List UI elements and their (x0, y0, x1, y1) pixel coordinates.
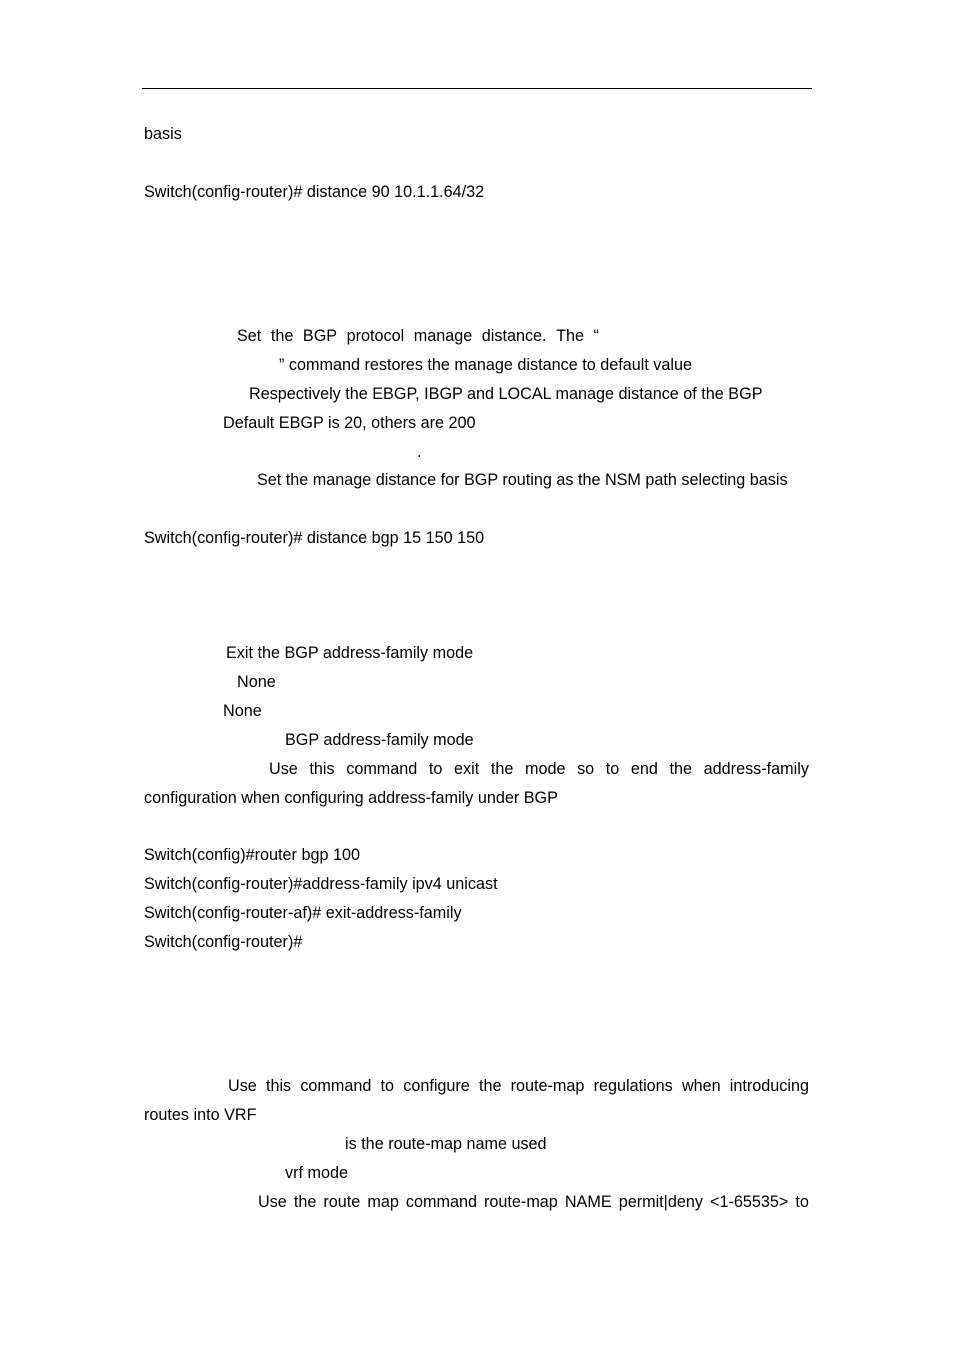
word: BGP (302, 327, 338, 345)
word: the (293, 1193, 317, 1211)
none-line-2: None (223, 702, 262, 720)
example-distance-bgp-line: Switch(config-router)# distance bgp 15 150 150 (144, 529, 485, 547)
none-line-1: None (237, 673, 276, 691)
word: NAME (564, 1193, 612, 1211)
vrf-mode-line: vrf mode (285, 1164, 348, 1182)
example-router-bgp-line: Switch(config)#router bgp 100 (144, 846, 360, 864)
word: the (669, 760, 693, 778)
exit-af-line: Exit the BGP address-family mode (226, 644, 474, 662)
word: permit|deny (618, 1193, 703, 1211)
restores-line: ” command restores the manage distance to default value (279, 356, 693, 374)
word: route-map (484, 1193, 558, 1211)
word: “ (593, 327, 599, 345)
word: Set (237, 327, 262, 345)
word: protocol (346, 327, 405, 345)
word: The (556, 327, 584, 345)
word: distance. (481, 327, 547, 345)
respectively-line: Respectively the EBGP, IBGP and LOCAL manage distance of the BGP (249, 385, 763, 403)
set-manage-line: Set the manage distance for BGP routing as the NSM path selecting basis (257, 471, 788, 489)
word: command (346, 760, 418, 778)
word: so (577, 760, 595, 778)
use-exit-line (269, 759, 809, 779)
word: this (265, 1077, 292, 1095)
word: mode (524, 760, 566, 778)
use-configure-line (228, 1076, 809, 1096)
routes-into-line: routes into VRF (144, 1106, 257, 1124)
word: end (630, 760, 658, 778)
word: map (367, 1193, 399, 1211)
word: configure (403, 1077, 470, 1095)
example-exit-af-line: Switch(config-router-af)# exit-address-family (144, 904, 462, 922)
word: the (270, 327, 294, 345)
word: Use (258, 1193, 287, 1211)
dot-text: . (417, 443, 422, 461)
word: this (309, 760, 335, 778)
word: Use (228, 1077, 257, 1095)
word: when (681, 1077, 721, 1095)
default-line: Default EBGP is 20, others are 200 (223, 414, 476, 432)
word: route-map (510, 1077, 585, 1095)
example-prompt-line: Switch(config-router)# (144, 933, 303, 951)
header-rule (142, 88, 812, 89)
word: address-family (703, 760, 809, 778)
word: command (300, 1077, 372, 1095)
route-map-name-line: is the route-map name used (345, 1135, 547, 1153)
word: manage (413, 327, 473, 345)
word: the (490, 760, 514, 778)
config-when-line: configuration when configuring address-family under BGP (144, 789, 558, 807)
word: to (795, 1193, 809, 1211)
word: the (478, 1077, 502, 1095)
word: <1-65535> (710, 1193, 789, 1211)
word: exit (454, 760, 480, 778)
bgp-af-mode-line: BGP address-family mode (285, 731, 474, 749)
example-distance-line: Switch(config-router)# distance 90 10.1.1.64/32 (144, 183, 485, 201)
use-route-map-line (258, 1192, 809, 1212)
word: route (323, 1193, 361, 1211)
example-address-family-line: Switch(config-router)#address-family ipv4 unicast (144, 875, 498, 893)
word: introducing (729, 1077, 809, 1095)
word: to (380, 1077, 395, 1095)
word: Use (269, 760, 298, 778)
word: regulations (593, 1077, 673, 1095)
word: to (428, 760, 443, 778)
set-bgp-distance-line (237, 326, 599, 346)
basis-text: basis (144, 125, 182, 143)
word: to (605, 760, 620, 778)
word: command (405, 1193, 477, 1211)
